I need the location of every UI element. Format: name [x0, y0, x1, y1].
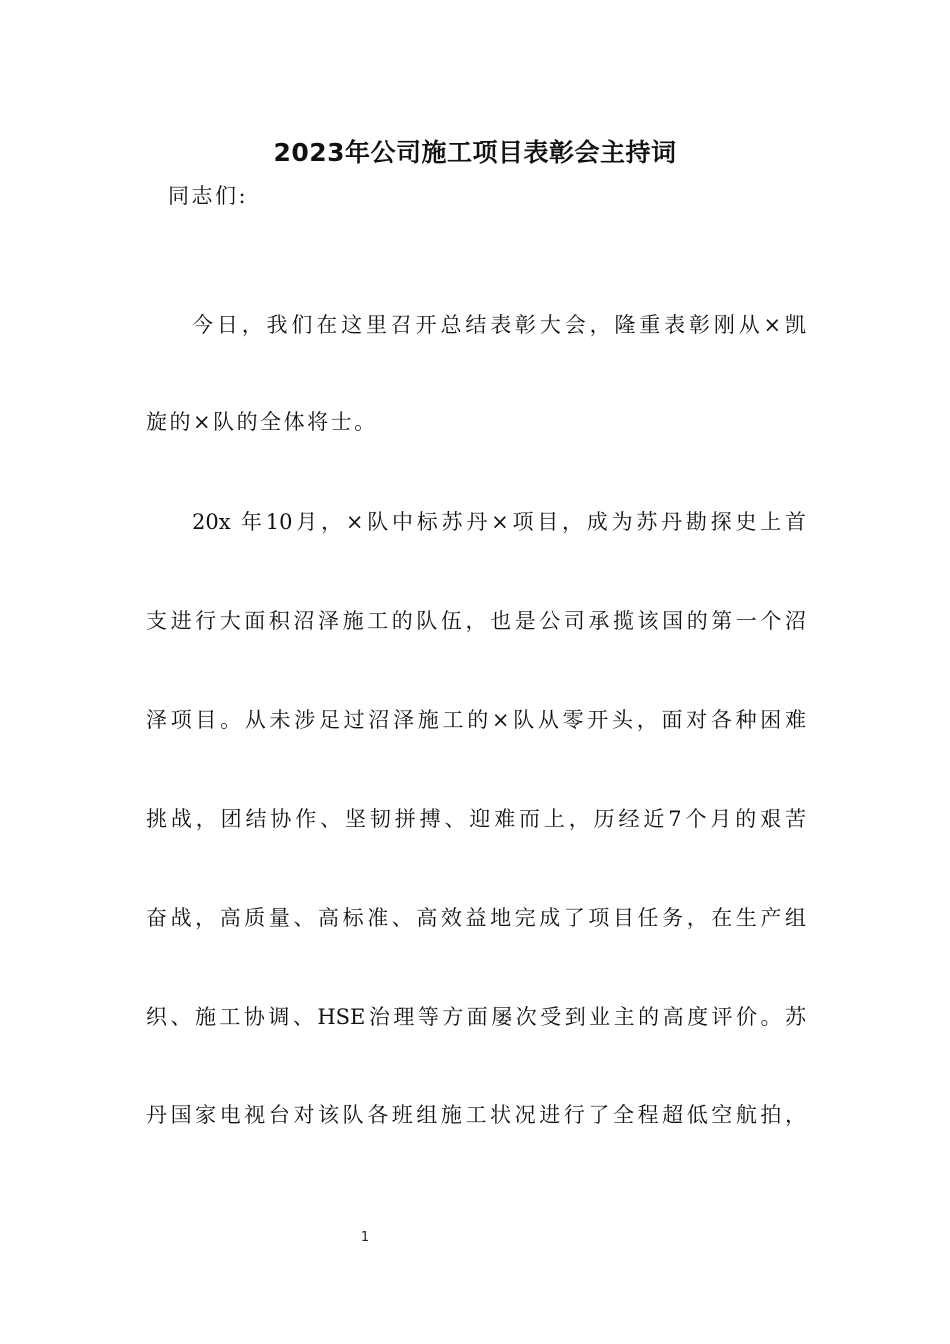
paragraph-line: 挑战，团结协作、坚韧拼搏、迎难而上，历经近7个月的艰苦: [146, 807, 806, 831]
paragraph-line: 旋的×队的全体将士。: [146, 410, 378, 434]
paragraph-line: 奋战，高质量、高标准、高效益地完成了项目任务，在生产组: [146, 906, 806, 930]
paragraph-line: 丹国家电视台对该队各班组施工状况进行了全程超低空航拍，: [146, 1103, 806, 1127]
page-number: 1: [360, 1230, 370, 1245]
paragraph-line: 织、施工协调、HSE治理等方面屡次受到业主的高度评价。苏: [146, 1005, 806, 1029]
document-title: 2023年公司施工项目表彰会主持词: [273, 138, 677, 167]
paragraph-line: 20x 年10月，×队中标苏丹×项目，成为苏丹勘探史上首: [192, 510, 806, 534]
paragraph-line: 泽项目。从未涉足过沼泽施工的×队从零开头，面对各种困难: [146, 708, 806, 732]
salutation: 同志们:: [168, 184, 249, 208]
paragraph-line: 支进行大面积沼泽施工的队伍，也是公司承揽该国的第一个沼: [146, 609, 806, 633]
paragraph-line: 今日，我们在这里召开总结表彰大会，隆重表彰刚从×凯: [192, 313, 806, 337]
